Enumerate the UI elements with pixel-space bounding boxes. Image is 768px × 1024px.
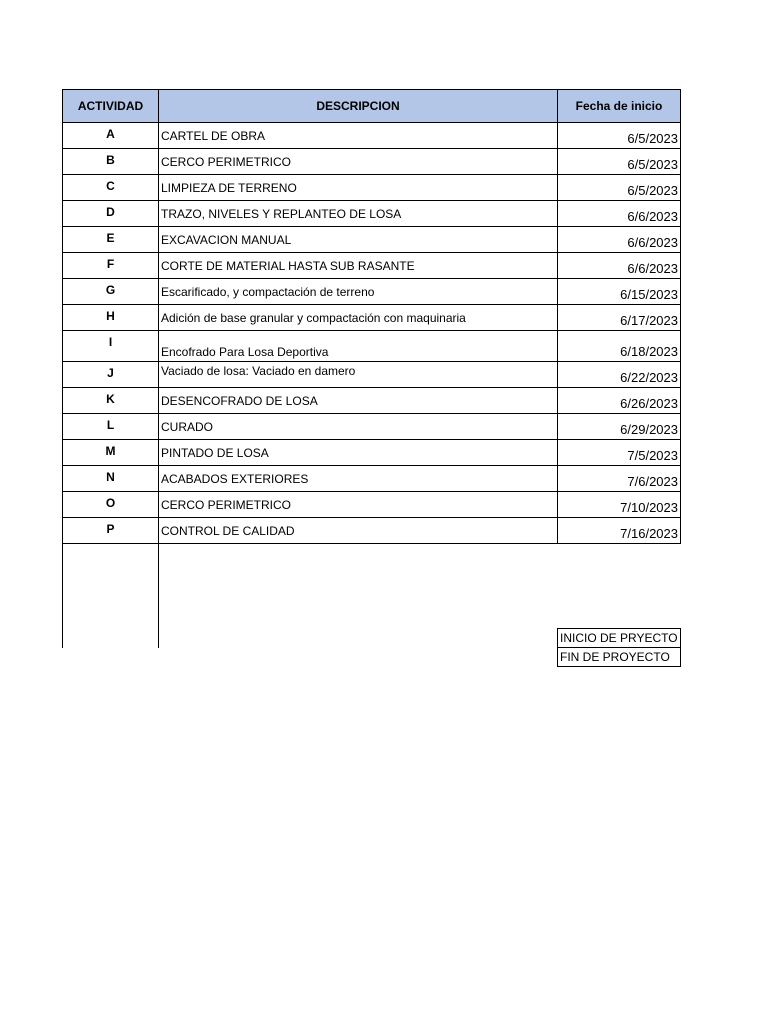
activity-start-date[interactable]: 6/26/2023 bbox=[558, 388, 681, 414]
activity-start-date[interactable]: 6/22/2023 bbox=[558, 362, 681, 388]
activity-description[interactable]: CARTEL DE OBRA bbox=[159, 123, 558, 149]
activity-code[interactable]: A bbox=[63, 123, 159, 149]
activity-description[interactable]: CURADO bbox=[159, 414, 558, 440]
summary-row-fin bbox=[558, 648, 681, 667]
table-row bbox=[63, 175, 681, 201]
activity-code[interactable]: F bbox=[63, 253, 159, 279]
activity-start-date[interactable]: 6/6/2023 bbox=[558, 253, 681, 279]
table-row bbox=[63, 492, 681, 518]
activity-start-date[interactable]: 6/15/2023 bbox=[558, 279, 681, 305]
activity-code[interactable]: N bbox=[63, 466, 159, 492]
table-row bbox=[63, 279, 681, 305]
activity-start-date[interactable]: 6/6/2023 bbox=[558, 201, 681, 227]
activity-description[interactable]: Vaciado de losa: Vaciado en damero bbox=[159, 362, 558, 388]
table-row bbox=[63, 123, 681, 149]
activity-code[interactable]: I bbox=[63, 331, 159, 362]
activity-start-date[interactable]: 6/5/2023 bbox=[558, 123, 681, 149]
table-row bbox=[63, 305, 681, 331]
activity-description[interactable]: CERCO PERIMETRICO bbox=[159, 492, 558, 518]
activity-description[interactable]: CONTROL DE CALIDAD bbox=[159, 518, 558, 544]
table-header-row bbox=[63, 90, 681, 123]
project-start-label[interactable]: INICIO DE PRYECTO bbox=[558, 629, 681, 648]
activity-description[interactable]: CORTE DE MATERIAL HASTA SUB RASANTE bbox=[159, 253, 558, 279]
header-fecha-inicio: Fecha de inicio bbox=[558, 90, 681, 123]
activity-start-date[interactable]: 6/29/2023 bbox=[558, 414, 681, 440]
activity-schedule bbox=[62, 89, 680, 648]
table-row bbox=[63, 253, 681, 279]
activity-description[interactable]: Adición de base granular y compactación con maquinaria bbox=[159, 305, 558, 331]
table-row bbox=[63, 440, 681, 466]
activity-code[interactable]: M bbox=[63, 440, 159, 466]
activity-description[interactable]: EXCAVACION MANUAL bbox=[159, 227, 558, 253]
activity-description[interactable]: Escarificado, y compactación de terreno bbox=[159, 279, 558, 305]
activity-table bbox=[62, 89, 681, 544]
activity-description[interactable]: DESENCOFRADO DE LOSA bbox=[159, 388, 558, 414]
table-row bbox=[63, 518, 681, 544]
activity-code[interactable]: P bbox=[63, 518, 159, 544]
table-row bbox=[63, 362, 681, 388]
activity-start-date[interactable]: 6/5/2023 bbox=[558, 175, 681, 201]
activity-start-date[interactable]: 6/17/2023 bbox=[558, 305, 681, 331]
activity-code[interactable]: J bbox=[63, 362, 159, 388]
activity-description[interactable]: Encofrado Para Losa Deportiva bbox=[159, 331, 558, 362]
activity-start-date[interactable]: 6/18/2023 bbox=[558, 331, 681, 362]
activity-start-date[interactable]: 6/6/2023 bbox=[558, 227, 681, 253]
table-row bbox=[63, 388, 681, 414]
activity-start-date[interactable]: 7/10/2023 bbox=[558, 492, 681, 518]
project-end-label[interactable]: FIN DE PROYECTO bbox=[558, 648, 681, 667]
activity-start-date[interactable]: 7/5/2023 bbox=[558, 440, 681, 466]
activity-code[interactable]: H bbox=[63, 305, 159, 331]
activity-start-date[interactable]: 7/16/2023 bbox=[558, 518, 681, 544]
table-row bbox=[63, 227, 681, 253]
column-border-left bbox=[62, 544, 63, 648]
activity-code[interactable]: L bbox=[63, 414, 159, 440]
project-summary-table bbox=[557, 628, 681, 667]
table-row bbox=[63, 331, 681, 362]
column-border-divider bbox=[158, 544, 159, 648]
activity-code[interactable]: B bbox=[63, 149, 159, 175]
activity-description[interactable]: PINTADO DE LOSA bbox=[159, 440, 558, 466]
table-row bbox=[63, 414, 681, 440]
activity-code[interactable]: O bbox=[63, 492, 159, 518]
activity-code[interactable]: K bbox=[63, 388, 159, 414]
header-actividad: ACTIVIDAD bbox=[63, 90, 159, 123]
table-row bbox=[63, 149, 681, 175]
activity-code[interactable]: E bbox=[63, 227, 159, 253]
activity-description[interactable]: LIMPIEZA DE TERRENO bbox=[159, 175, 558, 201]
table-row bbox=[63, 466, 681, 492]
summary-row-inicio bbox=[558, 629, 681, 648]
activity-description[interactable]: CERCO PERIMETRICO bbox=[159, 149, 558, 175]
activity-code[interactable]: G bbox=[63, 279, 159, 305]
activity-code[interactable]: C bbox=[63, 175, 159, 201]
activity-description[interactable]: ACABADOS EXTERIORES bbox=[159, 466, 558, 492]
activity-start-date[interactable]: 6/5/2023 bbox=[558, 149, 681, 175]
table-row bbox=[63, 201, 681, 227]
activity-code[interactable]: D bbox=[63, 201, 159, 227]
activity-description[interactable]: TRAZO, NIVELES Y REPLANTEO DE LOSA bbox=[159, 201, 558, 227]
activity-start-date[interactable]: 7/6/2023 bbox=[558, 466, 681, 492]
header-descripcion: DESCRIPCION bbox=[159, 90, 558, 123]
